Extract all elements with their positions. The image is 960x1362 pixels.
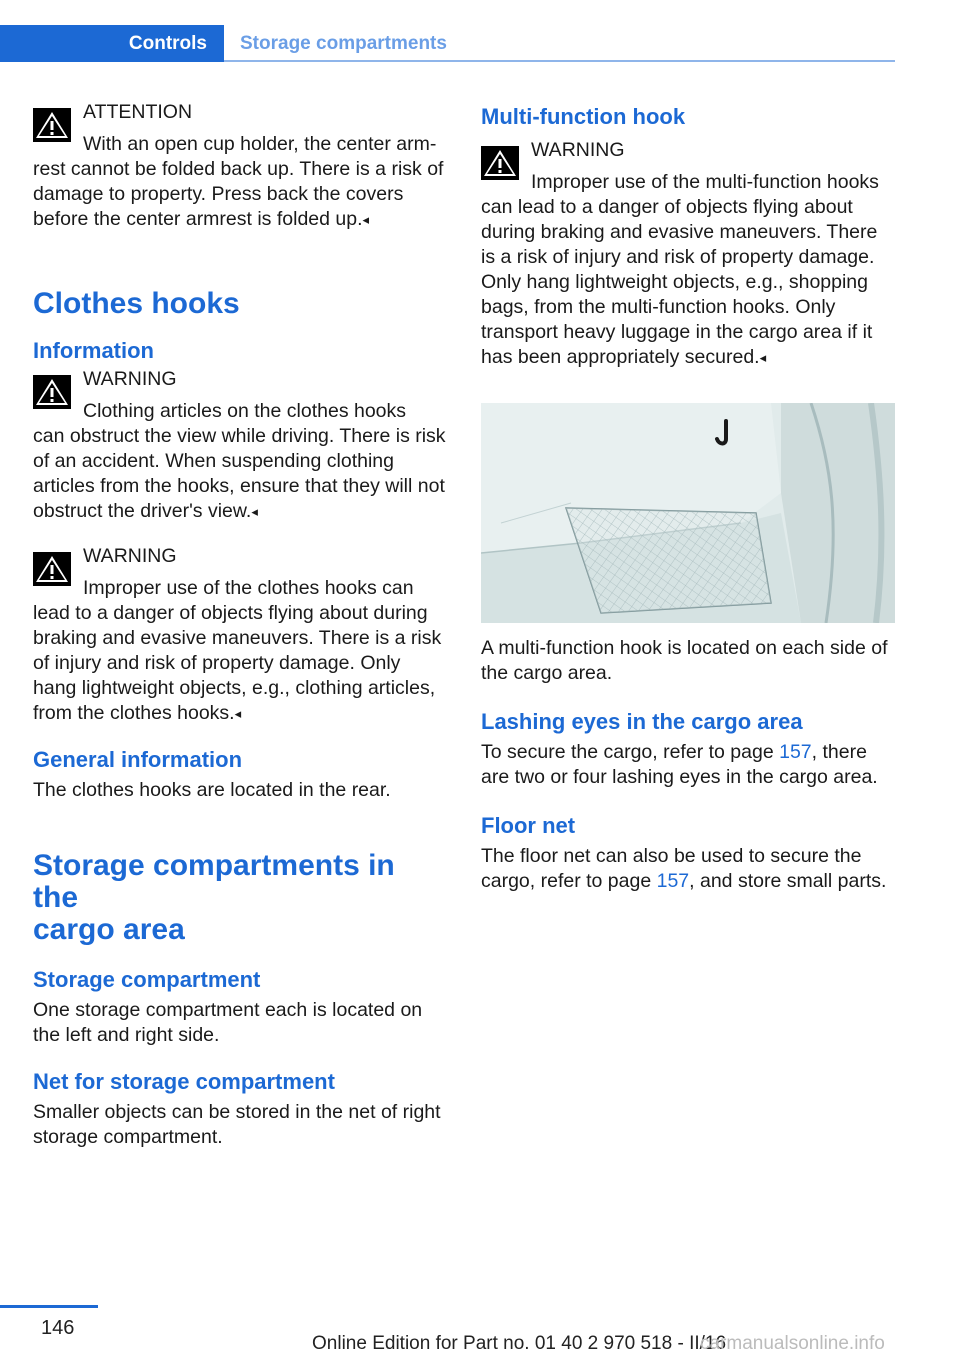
net-storage-heading: Net for storage compartment: [33, 1069, 335, 1094]
attention-title: ATTENTION: [83, 101, 193, 123]
page-link-157[interactable]: 157: [656, 870, 690, 892]
general-information-heading: General information: [33, 747, 243, 772]
section-tab[interactable]: Controls: [0, 25, 224, 62]
header-rule: [224, 60, 895, 62]
warning-text: can obstruct the view while driving. There is risk of an accident. When suspending clothing articles from the hooks, ensure that they will not obstruct the driver's view.: [33, 425, 446, 522]
warning-triangle-icon: [481, 146, 519, 180]
storage-cargo-heading-line-1: Storage compartments in the: [33, 849, 395, 914]
page-link-157[interactable]: 157: [779, 741, 812, 763]
edition-text: Online Edition for Part no. 01 40 2 970 518 - II/16: [312, 1333, 727, 1354]
warning-triangle-icon: [33, 552, 71, 586]
end-mark: ◂: [759, 350, 767, 365]
storage-compartment-heading: Storage compartment: [33, 967, 261, 992]
figure-caption: A multi-function hook is located on each side of the cargo area.: [481, 637, 888, 684]
net-storage-text: Smaller objects can be stored in the net of right storage compartment.: [33, 1101, 441, 1148]
page-header: [0, 25, 895, 62]
clothes-hooks-heading: Clothes hooks: [33, 287, 240, 320]
chapter-tab[interactable]: Storage compartments: [240, 32, 447, 54]
lashing-text-part: , there are two or four lashing eyes in the cargo area.: [481, 741, 878, 788]
floor-net-text-part: The floor net can also be used to secure the cargo, refer to page: [481, 845, 862, 892]
floor-net-text-part: , and store small parts.: [689, 870, 887, 892]
storage-compartment-text: One storage compartment each is located on the left and right side.: [33, 999, 423, 1046]
general-information-text: The clothes hooks are located in the rear.: [33, 779, 391, 801]
left-column: [33, 100, 447, 1150]
end-mark: ◂: [234, 706, 242, 721]
information-heading: Information: [33, 338, 154, 363]
attention-first-line: With an open cup holder, the center arm-: [83, 133, 437, 155]
warning-triangle-icon: [33, 108, 71, 142]
clothes-warning-2: [33, 544, 447, 726]
warning-title: WARNING: [83, 545, 177, 567]
attention-text: rest cannot be folded back up. There is a risk of damage to property. Press back the covers before the center armrest is folded up.: [33, 158, 444, 230]
warning-text: lead to a danger of objects flying about during braking and evasive maneuvers. There is a risk of injury and risk of property damage. Only hang lightweight objects, e.g., clothing articles, from the clothes hooks.: [33, 602, 442, 724]
warning-title: WARNING: [531, 139, 625, 161]
warning-first-line: Improper use of the clothes hooks can: [83, 577, 414, 599]
end-mark: ◂: [251, 504, 258, 519]
footer-rule: [0, 1305, 98, 1308]
floor-net-text: [481, 844, 895, 894]
storage-cargo-heading: [33, 850, 447, 946]
right-column: [481, 103, 895, 894]
lashing-eyes-text: [481, 740, 895, 790]
multi-function-hook-heading: Multi-function hook: [481, 104, 686, 129]
warning-triangle-icon: [33, 375, 71, 409]
warning-text: can lead to a danger of objects flying about during braking and evasive maneuvers. There is a risk of injury and risk of property damage. Only hang lightweight objects, e.g., shopping bags, from the multi-function hooks. Only transport heavy luggage in the cargo area if it has been appropriately secured.: [481, 196, 878, 368]
clothes-warning-1: [33, 367, 447, 524]
warning-title: WARNING: [83, 368, 177, 390]
lashing-text-part: To secure the cargo, refer to page: [481, 741, 780, 763]
lashing-eyes-heading: Lashing eyes in the cargo area: [481, 709, 803, 734]
multi-hook-warning: [481, 138, 895, 370]
warning-first-line: Improper use of the multi-function hooks: [531, 171, 879, 193]
warning-first-line: Clothing articles on the clothes hooks: [83, 400, 407, 422]
cargo-area-figure: [481, 403, 895, 623]
end-mark: ◂: [362, 212, 370, 227]
storage-cargo-heading-line-2: cargo area: [33, 913, 185, 946]
attention-notice: [33, 100, 447, 232]
floor-net-heading: Floor net: [481, 813, 576, 838]
watermark: carmanualsonline.info: [700, 1333, 885, 1354]
page-number: 146: [41, 1317, 75, 1339]
